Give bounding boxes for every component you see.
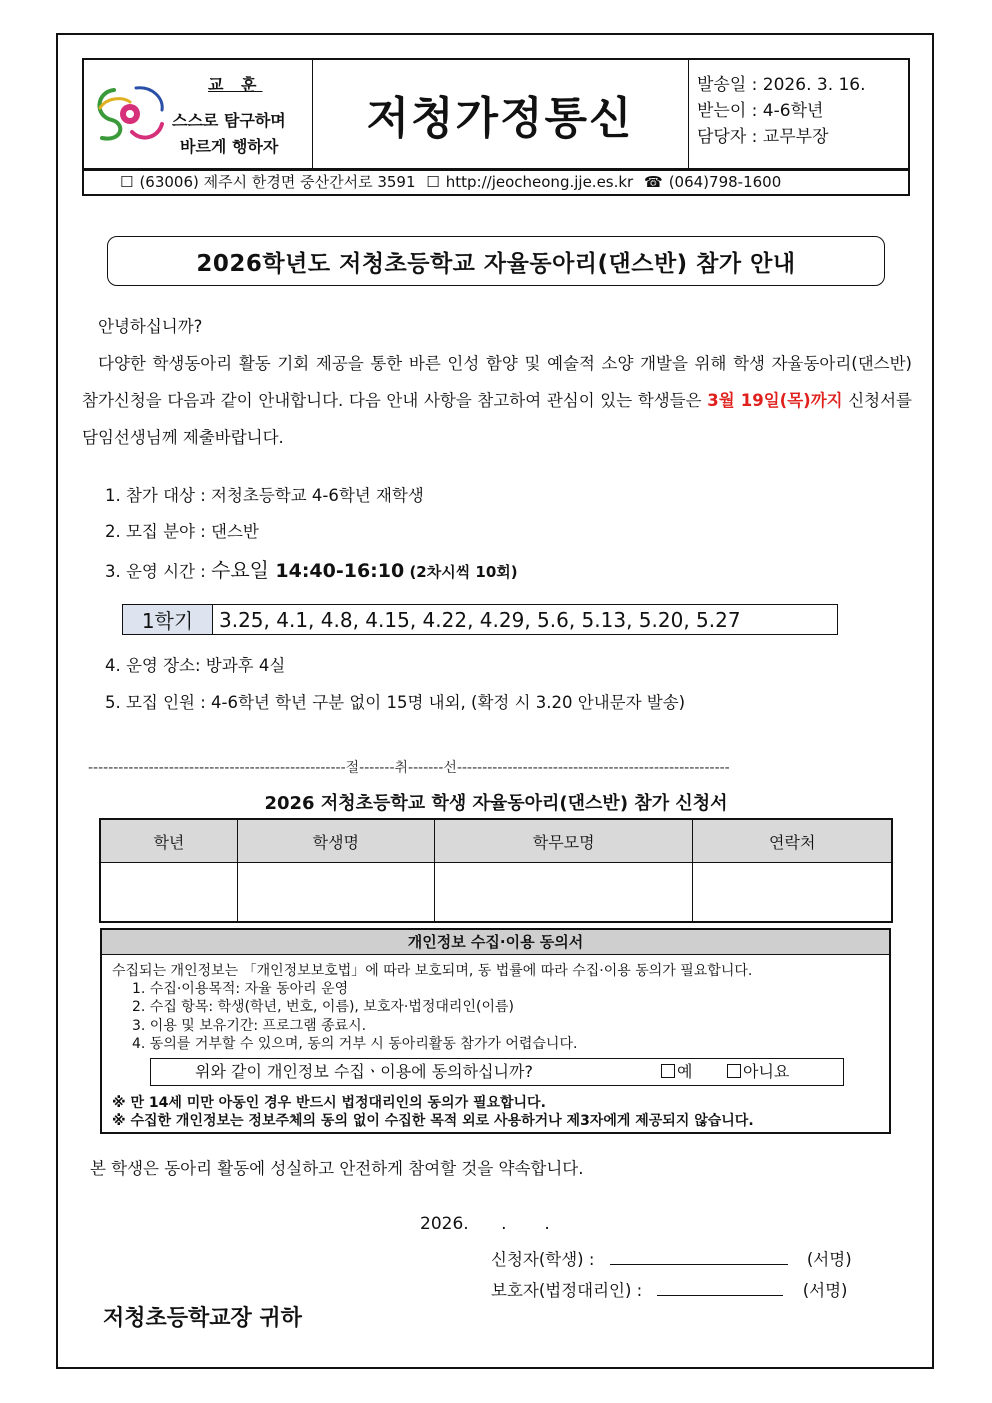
privacy-note-1: ※ 만 14세 미만 아동인 경우 반드시 법정대리인의 동의가 필요합니다. — [112, 1095, 546, 1111]
cut-line: ---------------------------------------------------절-------취-------선------------------------------------------------------ — [88, 760, 730, 776]
applicant-sign-field[interactable] — [610, 1250, 788, 1265]
item-time-day: 수요일 — [211, 558, 276, 582]
notice-title: 2026학년도 저청초등학교 자율동아리(댄스반) 참가 안내 — [107, 236, 885, 286]
item-time-note: (2차시씩 10회) — [404, 563, 518, 581]
deadline-highlight: 3월 19일(목)까지 — [707, 391, 843, 410]
item-time-hours: 14:40-16:10 — [275, 560, 405, 582]
privacy-note-2: ※ 수집한 개인정보는 정보주체의 동의 없이 수집한 목적 외로 사용하거나 제3자에게 제공되지 않습니다. — [112, 1113, 754, 1129]
application-header-row — [100, 819, 892, 863]
school-logo-icon — [92, 80, 172, 152]
motto-heading: 교 훈 — [208, 75, 263, 94]
checkbox-glyph-icon: ☐ — [426, 173, 440, 191]
col-parent-name: 학무모명 — [434, 819, 693, 863]
item-place: 4. 운영 장소: 방과후 4실 — [105, 656, 286, 675]
intro-body-1: 다양한 학생동아리 활동 기회 제공을 통한 바른 인성 함양 및 예술적 소양 개발을 위해 학생 자율동아리(댄스반) 참가신청을 다음과 같이 안내합니다. 다음 안내 사항을 참고하여 관심이 있는 학생들은 — [82, 354, 912, 410]
schedule-dates: 3.25, 4.1, 4.8, 4.15, 4.22, 4.29, 5.6, 5.13, 5.20, 5.27 — [219, 607, 741, 632]
parent-name-field[interactable] — [434, 863, 693, 923]
privacy-point-1: 1. 수집·이용목적: 자율 동아리 운영 — [132, 981, 349, 997]
postal-address: (63006) 제주시 한경면 중산간서로 3591 — [139, 173, 416, 191]
greeting-text: 안녕하십니까? — [98, 317, 203, 336]
motto-line-1: 스스로 탐구하며 — [172, 111, 286, 130]
privacy-lead: 수집되는 개인정보는 「개인정보보호법」에 따라 보호되며, 동 법률에 따라 수집·이용 동의가 필요합니다. — [112, 963, 753, 979]
guardian-label: 보호자(법정대리인) : — [491, 1281, 643, 1300]
privacy-point-4: 4. 동의를 거부할 수 있으며, 동의 거부 시 동아리활동 참가가 어렵습니다. — [132, 1036, 578, 1052]
schedule-table — [122, 604, 838, 635]
guardian-sign-row — [491, 1277, 847, 1301]
greeting — [82, 308, 912, 345]
send-date: 발송일 : 2026. 3. 16. — [697, 75, 866, 95]
privacy-point-2: 2. 수집 항목: 학생(학년, 번호, 이름), 보호자·법정대리인(이름) — [132, 999, 514, 1015]
send-info — [688, 60, 908, 168]
recipient: 받는이 : 4-6학년 — [697, 101, 824, 121]
application-table — [99, 818, 893, 923]
contact-person: 담당자 : 교무부장 — [697, 127, 829, 147]
consent-no-label: 아니요 — [743, 1062, 790, 1081]
item-time-label: 3. 운영 시간 : — [105, 562, 212, 581]
date-text: 2026. . . — [420, 1214, 550, 1234]
privacy-heading: 개인정보 수집·이용 동의서 — [102, 930, 889, 955]
application-title: 2026 저청초등학교 학생 자율동아리(댄스반) 참가 신청서 — [264, 793, 728, 814]
newsletter-header — [82, 58, 910, 170]
consent-question: 위와 같이 개인정보 수집ㆍ이용에 동의하십니까? — [195, 1062, 533, 1081]
privacy-consent-box — [100, 928, 891, 1134]
motto-line-2: 바르게 행하자 — [180, 137, 279, 156]
pledge: 본 학생은 동아리 활동에 성실하고 안전하게 참여할 것을 약속합니다. — [90, 1159, 584, 1178]
applicant-sign-row — [491, 1246, 852, 1270]
cut-line-label: 절-------취-------선 — [345, 760, 457, 776]
consent-yes[interactable] — [661, 1059, 692, 1085]
application-input-row — [100, 863, 892, 923]
date-line — [420, 1214, 550, 1234]
guardian-sign-field[interactable] — [657, 1281, 783, 1296]
consent-question-box — [150, 1058, 844, 1086]
contact-field[interactable] — [693, 863, 892, 923]
semester-label: 1학기 — [123, 605, 213, 634]
grade-field[interactable] — [100, 863, 237, 923]
closing-addressee: 저청초등학교장 귀하 — [103, 1306, 302, 1331]
phone-number: (064)798-1600 — [668, 173, 782, 191]
privacy-point-3: 3. 이용 및 보유기간: 프로그램 종료시. — [132, 1018, 367, 1034]
col-student-name: 학생명 — [237, 819, 434, 863]
intro-body-2: 신청서를 담임선생님께 제출바랍니다. — [82, 391, 912, 447]
item-time — [105, 554, 518, 583]
address-bar — [82, 170, 910, 196]
applicant-label: 신청자(학생) : — [491, 1250, 595, 1269]
applicant-sign-label: (서명) — [806, 1250, 852, 1269]
col-grade: 학년 — [100, 819, 237, 863]
item-target: 1. 참가 대상 : 저청초등학교 4-6학년 재학생 — [105, 486, 424, 505]
newsletter-title: 저청가정통신 — [312, 60, 689, 168]
motto-cell — [84, 60, 313, 168]
checkbox-icon[interactable] — [727, 1064, 741, 1078]
website-link[interactable]: http://jeocheong.jje.es.kr — [445, 173, 634, 191]
col-contact: 연락처 — [693, 819, 892, 863]
item-field: 2. 모집 분야 : 댄스반 — [105, 522, 259, 541]
intro-paragraph — [82, 345, 912, 456]
consent-yes-label: 예 — [677, 1062, 693, 1081]
checkbox-glyph-icon: ☐ — [120, 173, 134, 191]
phone-icon: ☎ — [644, 173, 663, 191]
student-name-field[interactable] — [237, 863, 434, 923]
checkbox-icon[interactable] — [661, 1064, 675, 1078]
guardian-sign-label: (서명) — [802, 1281, 848, 1300]
item-capacity: 5. 모집 인원 : 4-6학년 학년 구분 없이 15명 내외, (확정 시 3.20 안내문자 발송) — [105, 693, 686, 712]
consent-no[interactable] — [727, 1059, 789, 1085]
